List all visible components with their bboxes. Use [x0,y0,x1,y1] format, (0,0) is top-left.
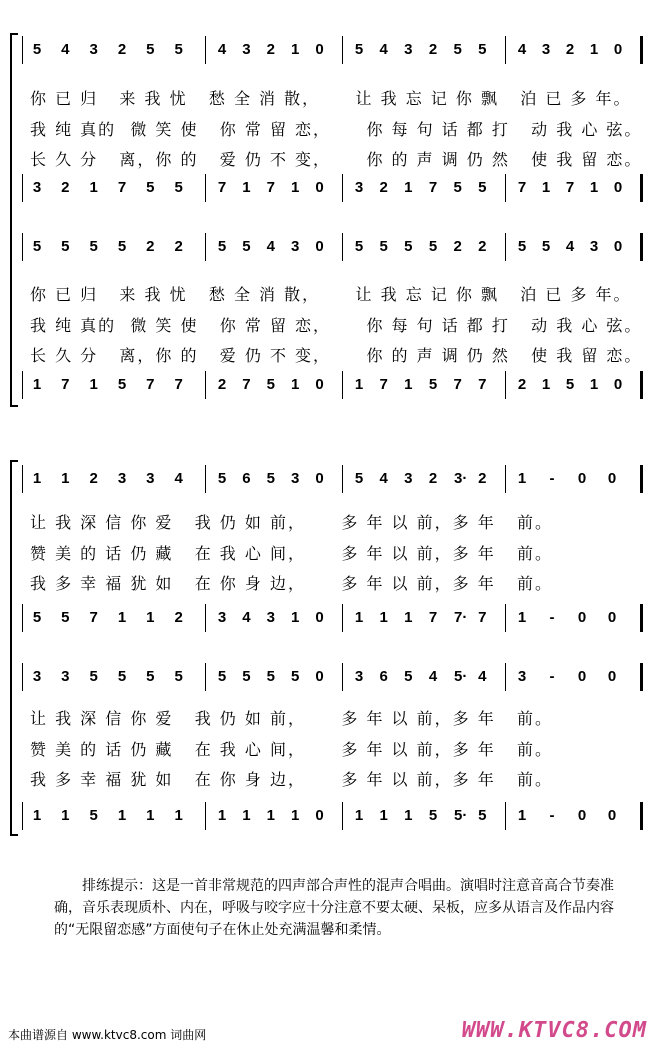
note: 1 [291,609,300,626]
note: 7 [428,609,438,626]
note: 2 [89,470,98,487]
note: 1 [517,807,527,824]
lyric-line: 长 久 分 离，你 的 爱 仍 不 变， 你 的 声 调 仍 然 使 我 留 恋。 [30,346,643,365]
barline [205,174,206,202]
barline [205,604,206,632]
barline [22,371,23,399]
barline [640,802,643,830]
lyric-line: 我 多 幸 福 犹 如 在 你 身 边， 多 年 以 前，多 年 前。 [30,574,553,593]
barline [22,465,23,493]
note: 0 [607,807,617,824]
note: 0 [577,470,587,487]
note: 1 [242,179,251,196]
barline [205,233,206,261]
lyric-line: 我 纯 真的 微 笑 使 你 常 留 恋， 你 每 句 话 都 打 动 我 心 弦。 [30,120,643,139]
note: 1 [291,376,300,393]
note: 0 [315,376,324,393]
note: 3 [517,668,527,685]
note: 5 [404,238,413,255]
note: 1 [32,470,42,487]
note: 2 [517,376,527,393]
note: 1 [379,807,388,824]
lyric-line: 赞 美 的 话 仍 藏 在 我 心 间， 多 年 以 前，多 年 前。 [30,740,553,759]
barline [505,371,506,399]
barline [342,233,343,261]
note: 2 [266,41,275,58]
note: 4 [266,238,275,255]
note: 1 [517,609,527,626]
note: 7 [453,376,462,393]
barline [640,371,643,399]
note: 7 [117,179,127,196]
note: 1 [266,807,275,824]
note: 7 [517,179,527,196]
note: 3 [291,470,300,487]
note: 3 [146,470,155,487]
barline [640,604,643,632]
note: 2 [428,41,438,58]
note: 1 [89,179,98,196]
note: 1 [354,376,364,393]
note: 2 [146,238,155,255]
note: 5 [266,668,275,685]
note: 4 [174,470,183,487]
note: 1 [117,807,127,824]
barline [505,465,506,493]
note: 0 [607,609,617,626]
note: 1 [32,807,42,824]
note: 2 [61,179,70,196]
note: 4 [379,41,388,58]
note: 2 [117,41,127,58]
note: 5 [146,179,155,196]
system-bracket-2 [10,460,18,836]
note: 3 [354,179,364,196]
note: 4 [217,41,227,58]
rehearsal-tip: 排练提示：这是一首非常规范的四声部合声性的混声合唱曲。演唱时注意音高合节奏准确，音乐表现质朴、内在，呼吸与咬字应十分注意不要太硬、呆板，应多从语言及作品内容的“无限留恋感”方面使句子在休止处充满温馨和柔情。 [54,878,614,938]
note: 3 [541,41,551,58]
note: 5 [89,238,98,255]
note: 1 [354,609,364,626]
note: 3 [589,238,599,255]
note: 2 [379,179,388,196]
lyric-line: 你 已 归 来 我 忧 愁 全 消 散， 让 我 忘 记 你 飘 泊 已 多 年。 [30,285,632,304]
note: 6 [242,470,251,487]
note: 2 [217,376,227,393]
note: 2 [478,470,487,487]
note: 5 [32,41,42,58]
note: 5 [242,238,251,255]
barline [22,604,23,632]
note: 3 [32,668,42,685]
barline [342,371,343,399]
note: 5 [453,179,462,196]
barline [342,174,343,202]
note: 7 [428,179,438,196]
note: 5 [117,376,127,393]
note: 1 [517,470,527,487]
note: 0 [613,238,623,255]
note: 7 [89,609,98,626]
note: 5 [174,179,183,196]
lyric-line: 让 我 深 信 你 爱 我 仍 如 前， 多 年 以 前，多 年 前。 [30,513,553,532]
note: 5· [453,668,468,685]
note: 0 [315,179,324,196]
note: 5 [428,807,438,824]
note: 4 [517,41,527,58]
note: 0 [613,41,623,58]
barline [205,663,206,691]
note: 5 [379,238,388,255]
note: 2 [174,238,183,255]
note: 1 [379,609,388,626]
barline [22,663,23,691]
note: 0 [613,179,623,196]
note: 1 [291,179,300,196]
note: 1 [404,376,413,393]
barline [22,802,23,830]
note: 5 [404,668,413,685]
note: 1 [32,376,42,393]
note: 2 [174,609,183,626]
barline [342,465,343,493]
barline [505,663,506,691]
note: 0 [315,807,324,824]
note: - [549,609,555,626]
note: 1 [404,179,413,196]
note: 0 [577,609,587,626]
note: 5 [146,41,155,58]
footer-watermark: WWW.KTVC8.COM [461,1018,647,1043]
note: 1 [404,609,413,626]
note: 5 [354,41,364,58]
barline [640,233,643,261]
note: 1 [146,807,155,824]
barline [505,604,506,632]
note: 0 [607,470,617,487]
note: 0 [315,609,324,626]
note: 1 [541,376,551,393]
note: 5 [242,668,251,685]
barline [640,663,643,691]
note: 4 [428,668,438,685]
note: 1 [589,376,599,393]
note: 4 [379,470,388,487]
note: 5 [89,668,98,685]
note: 4 [61,41,70,58]
note: 5 [217,668,227,685]
barline [22,233,23,261]
note: 5 [174,668,183,685]
barline [505,802,506,830]
barline [205,36,206,64]
note: 5 [453,41,462,58]
note: 7 [174,376,183,393]
note: 0 [315,668,324,685]
note: 7 [146,376,155,393]
note: 3 [404,470,413,487]
note: 0 [607,668,617,685]
note: 5 [354,238,364,255]
note: 5 [517,238,527,255]
note: 5 [61,238,70,255]
note: 1 [589,179,599,196]
note: 7 [61,376,70,393]
lyric-line: 我 纯 真的 微 笑 使 你 常 留 恋， 你 每 句 话 都 打 动 我 心 弦。 [30,316,643,335]
note: 0 [315,41,324,58]
note: 3 [404,41,413,58]
note: 5 [291,668,300,685]
note: 5 [117,238,127,255]
note: 1 [117,609,127,626]
note: - [549,807,555,824]
note: 1 [242,807,251,824]
note: 5 [32,238,42,255]
note: - [549,668,555,685]
note: 5 [146,668,155,685]
note: 5 [32,609,42,626]
note: 5 [428,238,438,255]
note: 1 [217,807,227,824]
note: 5 [217,470,227,487]
note: 3 [291,238,300,255]
note: 5 [266,470,275,487]
note: 1 [61,807,70,824]
note: 7 [266,179,275,196]
note: 1 [291,41,300,58]
note: 3 [266,609,275,626]
barline [22,36,23,64]
system-bracket-1 [10,33,18,407]
note: 1 [354,807,364,824]
note: 5 [89,807,98,824]
barline [640,174,643,202]
barline [205,371,206,399]
note: 5 [266,376,275,393]
note: 5 [428,376,438,393]
note: 3 [32,179,42,196]
barline [640,465,643,493]
note: 1 [89,376,98,393]
note: 7· [453,609,468,626]
footer-source: 本曲谱源自 www.ktvc8.com 词曲网 [8,1028,207,1042]
note: 5 [354,470,364,487]
lyric-line: 我 多 幸 福 犹 如 在 你 身 边， 多 年 以 前，多 年 前。 [30,770,553,789]
note: 7 [565,179,575,196]
note: 5 [478,179,487,196]
note: 6 [379,668,388,685]
note: 2 [478,238,487,255]
note: 0 [315,470,324,487]
note: 1 [541,179,551,196]
note: 7 [478,376,487,393]
barline [640,36,643,64]
note: 3 [61,668,70,685]
barline [205,465,206,493]
note: 5 [541,238,551,255]
barline [22,174,23,202]
note: 5 [565,376,575,393]
note: 3 [242,41,251,58]
note: 4 [565,238,575,255]
note: 1 [146,609,155,626]
barline [342,36,343,64]
barline [342,802,343,830]
note: 5· [453,807,468,824]
note: 7 [379,376,388,393]
note: 5 [478,807,487,824]
barline [342,663,343,691]
note: 3· [453,470,468,487]
barline [505,233,506,261]
note: 3 [217,609,227,626]
barline [205,802,206,830]
note: 2 [565,41,575,58]
barline [342,604,343,632]
note: 0 [577,807,587,824]
note: 0 [613,376,623,393]
note: 0 [577,668,587,685]
note: 5 [174,41,183,58]
note: 4 [478,668,487,685]
note: 1 [404,807,413,824]
note: 7 [242,376,251,393]
lyric-line: 赞 美 的 话 仍 藏 在 我 心 间， 多 年 以 前，多 年 前。 [30,544,553,563]
note: 2 [428,470,438,487]
note: 7 [478,609,487,626]
note: 2 [453,238,462,255]
note: 5 [117,668,127,685]
lyric-line: 你 已 归 来 我 忧 愁 全 消 散， 让 我 忘 记 你 飘 泊 已 多 年。 [30,89,632,108]
note: 5 [478,41,487,58]
note: 3 [117,470,127,487]
note: 7 [217,179,227,196]
note: 5 [61,609,70,626]
note: 1 [61,470,70,487]
note: 1 [291,807,300,824]
note: 5 [217,238,227,255]
note: 1 [174,807,183,824]
note: 3 [89,41,98,58]
lyric-line: 让 我 深 信 你 爱 我 仍 如 前， 多 年 以 前，多 年 前。 [30,709,553,728]
note: - [549,470,555,487]
note: 0 [315,238,324,255]
barline [505,36,506,64]
note: 4 [242,609,251,626]
barline [505,174,506,202]
note: 3 [354,668,364,685]
lyric-line: 长 久 分 离，你 的 爱 仍 不 变， 你 的 声 调 仍 然 使 我 留 恋。 [30,150,643,169]
note: 1 [589,41,599,58]
